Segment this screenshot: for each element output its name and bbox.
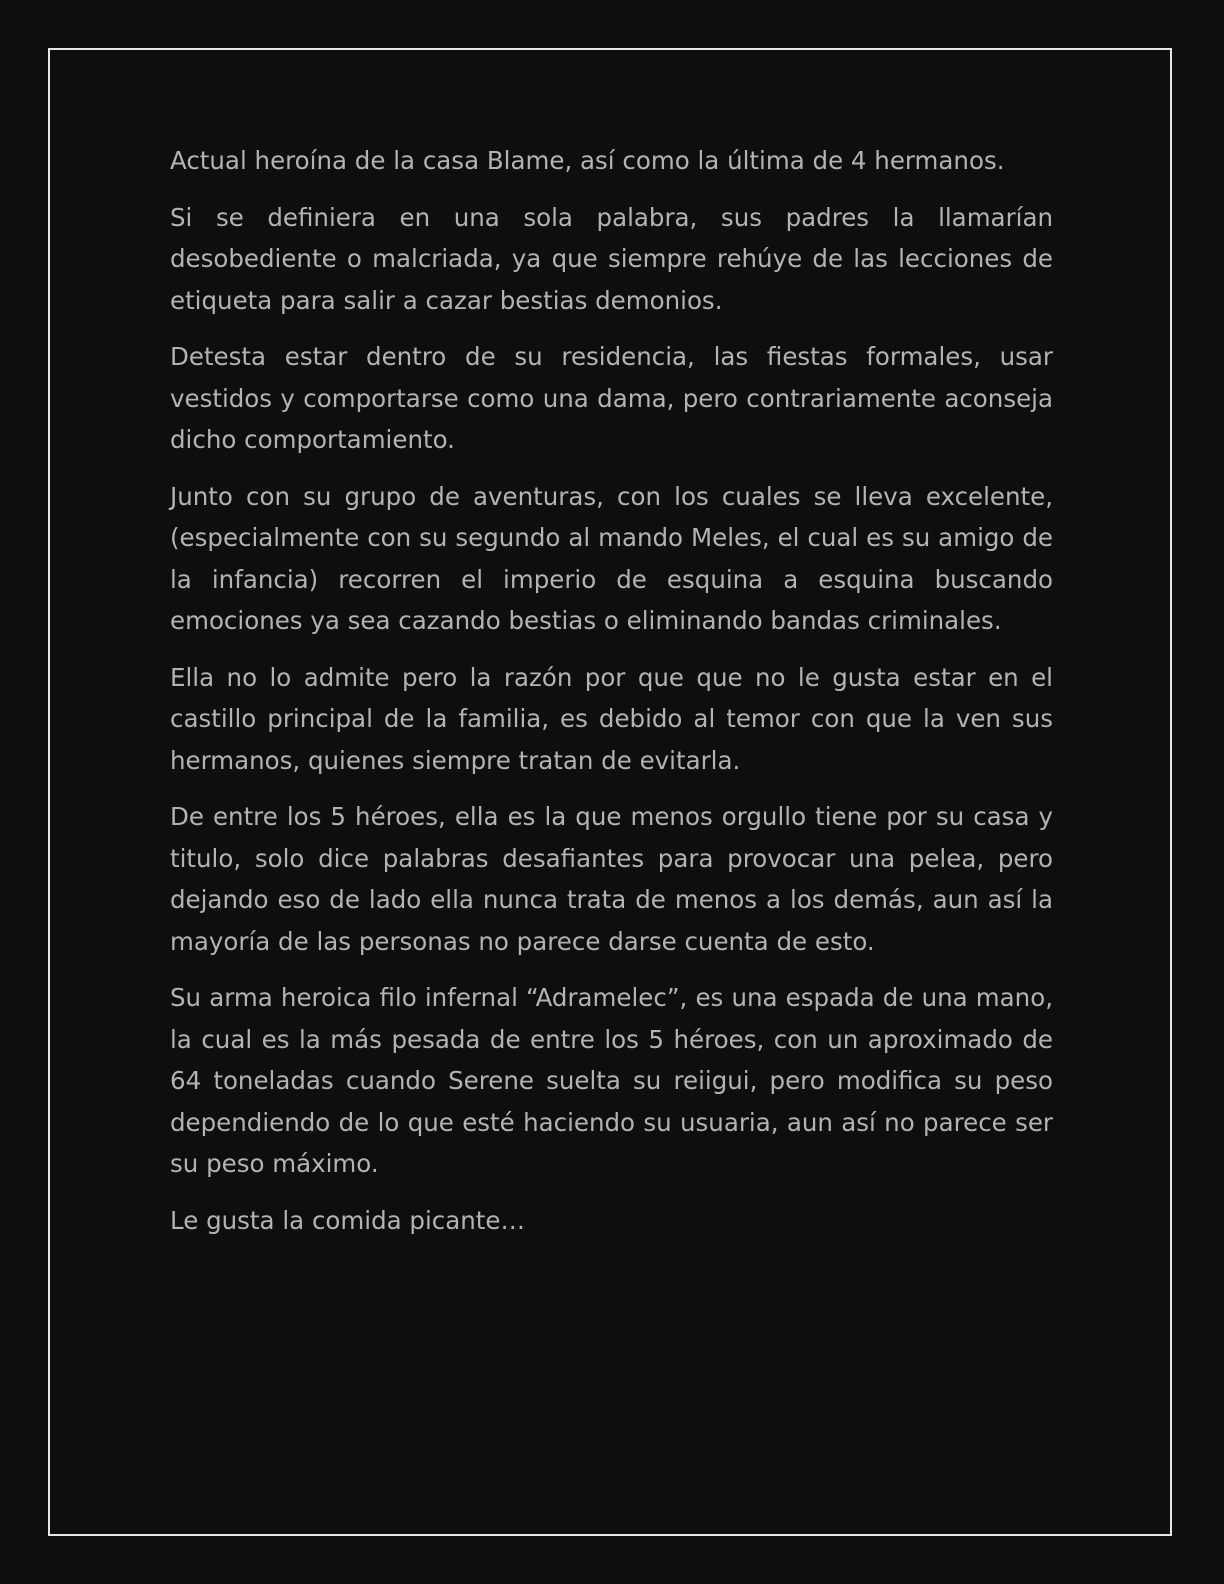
- document-body: [170, 140, 1053, 1256]
- paragraph-disobedient: Si se definiera en una sola palabra, sus padres la llamarían desobediente o malcriada, ya que siempre rehúye de las lecciones de etiqueta para salir a cazar bestias demonios.: [170, 202, 1053, 315]
- paragraph-pride: De entre los 5 héroes, ella es la que menos orgullo tiene por su casa y titulo, solo dice palabras desafiantes para provocar una pelea, pero dejando eso de lado ella nunca trata de menos a los demás, aun así la mayoría de las personas no parece darse cuenta de esto.: [170, 802, 1053, 956]
- paragraph-intro: Actual heroína de la casa Blame, así como la última de 4 hermanos.: [170, 146, 1005, 175]
- paragraph-adventure-group: Junto con su grupo de aventuras, con los cuales se lleva excelente, (especialmente con su segundo al mando Meles, el cual es su amigo de la infancia) recorren el imperio de esquina a esquina buscando emociones ya sea cazando bestias o eliminando bandas criminales.: [170, 481, 1053, 635]
- paragraph-weapon: Su arma heroica filo infernal “Adramelec”, es una espada de una mano, la cual es la más pesada de entre los 5 héroes, con un aproximado de 64 toneladas cuando Serene suelta su reiigui, pero modifica su peso dependiendo de lo que esté haciendo su usuaria, aun así no parece ser su peso máximo.: [170, 983, 1053, 1178]
- paragraph-siblings: Ella no lo admite pero la razón por que que no le gusta estar en el castillo principal de la familia, es debido al temor con que la ven sus hermanos, quienes siempre tratan de evitarla.: [170, 662, 1053, 775]
- paragraph-food: Le gusta la comida picante…: [170, 1205, 525, 1235]
- paragraph-dislikes: Detesta estar dentro de su residencia, las fiestas formales, usar vestidos y comportarse como una dama, pero contrariamente aconseja dicho comportamiento.: [170, 342, 1053, 454]
